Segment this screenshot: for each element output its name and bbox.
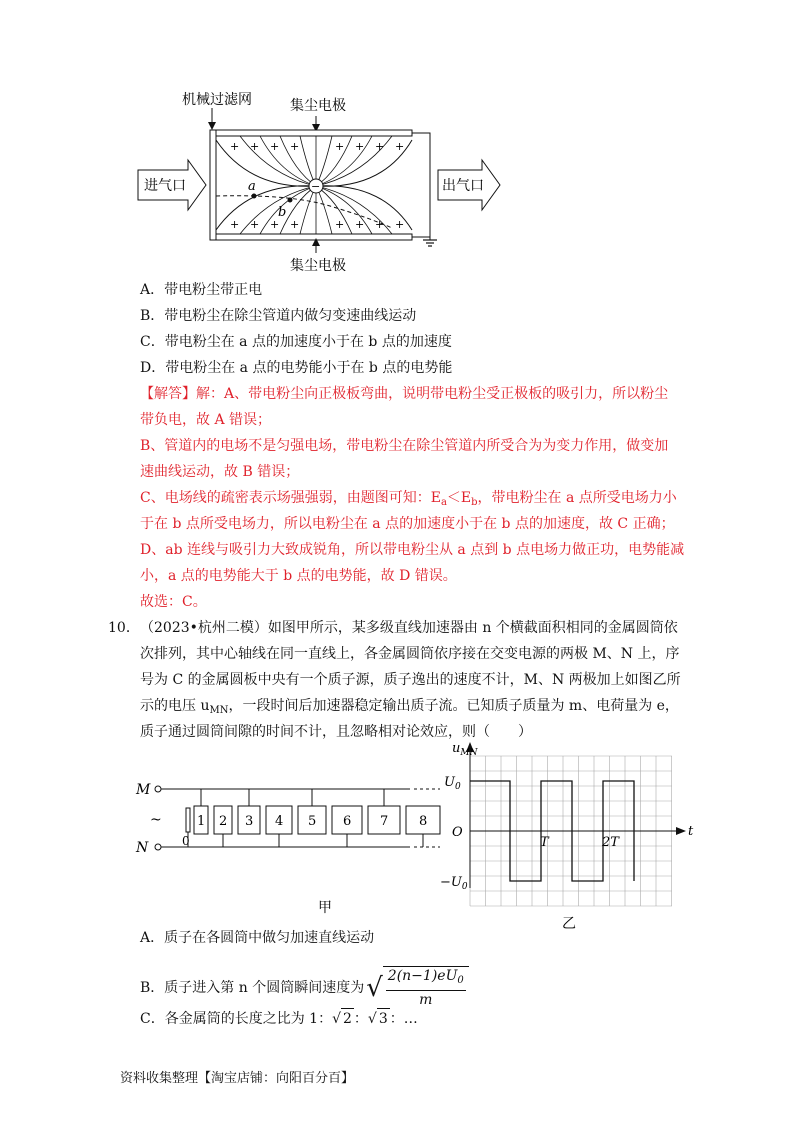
- point-a-label: a: [248, 179, 256, 194]
- tube-label: 6: [343, 814, 352, 829]
- accelerator-figure: [130, 770, 460, 920]
- q10-line-2: 次排列，其中心轴线在同一直线上，各金属圆筒依序接在交变电源的两极 M、N 上，序: [140, 646, 680, 662]
- inlet-label: 进气口: [144, 178, 186, 194]
- q9-answer-line-4: 速曲线运动，故 B 错误；: [140, 464, 300, 480]
- plus-sign: +: [335, 218, 345, 231]
- minus-sign: −: [311, 180, 321, 193]
- q10-line-5: 质子通过圆筒间隙的时间不计，且忽略相对论效应，则（ ）: [140, 724, 532, 740]
- tube-label: 2: [219, 814, 228, 829]
- plus-sign: +: [250, 218, 260, 231]
- fraction: $2(n-1)eU_0$ m: [383, 966, 469, 1009]
- label-zero: 0: [182, 834, 190, 848]
- filter-plate: [210, 130, 216, 240]
- plus-sign: +: [290, 218, 300, 231]
- q9-answer-line-6: 于在 b 点所受电场力，所以电粉尘在 a 点的加速度小于在 b 点的加速度，故 C 正确；: [140, 516, 675, 532]
- tick-T: T: [540, 835, 549, 850]
- u0-label: $U_0$: [444, 775, 461, 792]
- x-axis-label: t: [688, 824, 694, 839]
- q9-answer-line-2: 带负电，故 A 错误；: [140, 412, 272, 428]
- plus-sign: +: [290, 140, 300, 153]
- q9-option-d: D．带电粉尘在 a 点的电势能小于在 b 点的电势能: [140, 360, 453, 376]
- q10-option-a: A．质子在各圆筒中做匀加速直线运动: [140, 930, 375, 946]
- dust-collector-figure: [130, 90, 510, 275]
- plus-sign: +: [395, 218, 405, 231]
- q10-line-3: 号为 C 的金属圆板中央有一个质子源，质子逸出的速度不计，M、N 两极加上如图乙所: [140, 672, 681, 688]
- outlet-label: 出气口: [442, 178, 484, 194]
- point-a-dot: [252, 194, 257, 199]
- label-N: N: [136, 840, 149, 856]
- q9-answer-line-1: 【解答】解：A、带电粉尘向正极板弯曲，说明带电粉尘受正极板的吸引力，所以粉尘: [140, 386, 669, 402]
- q10-option-b: B．质子进入第 n 个圆筒瞬间速度为 √ $2(n-1)eU_0$ m: [140, 966, 469, 1009]
- caption-yi: 乙: [562, 916, 576, 932]
- plus-sign: +: [355, 218, 365, 231]
- point-b-label: b: [278, 205, 287, 220]
- plate-0: [186, 808, 190, 832]
- plus-sign: +: [355, 140, 365, 153]
- sqrt-icon: √: [332, 1011, 341, 1027]
- sqrt-icon: √: [367, 1011, 377, 1027]
- tick-2T: 2T: [602, 835, 619, 850]
- tube-label: 7: [380, 814, 389, 829]
- tube-label: 5: [308, 814, 317, 829]
- tube-label: 4: [275, 814, 284, 829]
- plus-sign: +: [230, 218, 240, 231]
- filter-label: 机械过滤网: [182, 92, 252, 108]
- q9-answer-line-5: C、电场线的疏密表示场强强弱，由题图可知：$E_a<E_b$，带电粉尘在 a 点所受电场力小: [140, 490, 677, 508]
- label-M: M: [136, 782, 151, 798]
- plus-sign: +: [230, 140, 240, 153]
- y-axis-label: $u_{MN}$: [452, 741, 478, 758]
- point-b-dot: [288, 198, 293, 203]
- caption-jia: 甲: [318, 900, 332, 916]
- q10-number: 10．: [108, 620, 140, 636]
- q9-option-b: B．带电粉尘在除尘管道内做匀变速曲线运动: [140, 308, 417, 324]
- top-electrode-label: 集尘电极: [290, 98, 346, 114]
- bottom-electrode-label: 集尘电极: [290, 258, 346, 274]
- plus-sign: +: [395, 140, 405, 153]
- q10-option-c: C．各金属筒的长度之比为 1：√ 2 ：√ 3 ：…: [140, 1008, 418, 1029]
- q9-answer-line-7: D、ab 连线与吸引力大致成锐角，所以带电粉尘从 a 点到 b 点电场力做正功，电势能减: [140, 542, 685, 558]
- q10-line-1: （2023•杭州二模）如图甲所示，某多级直线加速器由 n 个横截面积相同的金属圆筒依: [140, 620, 678, 636]
- q10-line-4: 示的电压 $u_{MN}$，一段时间后加速器稳定输出质子流。已知质子质量为 m、电荷量为 e，: [140, 698, 679, 716]
- q9-option-c: C．带电粉尘在 a 点的加速度小于在 b 点的加速度: [140, 334, 452, 350]
- q9-option-a: A．带电粉尘带正电: [140, 282, 263, 298]
- plus-sign: +: [270, 140, 280, 153]
- q9-answer-line-9: 故选：C。: [140, 594, 207, 610]
- plus-sign: +: [375, 218, 385, 231]
- footer-source: 资料收集整理【淘宝店铺：向阳百分百】: [120, 1071, 355, 1086]
- plus-sign: +: [250, 140, 260, 153]
- plus-sign: +: [375, 140, 385, 153]
- plus-sign: +: [270, 218, 280, 231]
- plus-sign: +: [335, 140, 345, 153]
- tube-label: 8: [419, 814, 428, 829]
- ac-source-icon: ~: [150, 812, 162, 828]
- q9-answer-line-3: B、管道内的电场不是匀强电场，带电粉尘在除尘管道内所受合为为变力作用，做变加: [140, 438, 669, 454]
- answer-tag: 【解答】: [140, 386, 196, 402]
- tube-label: 1: [197, 814, 206, 829]
- neg-u0-label: $-U_0$: [440, 875, 468, 892]
- bottom-electrode: [216, 234, 412, 240]
- q9-answer-line-8: 小，a 点的电势能大于 b 点的电势能，故 D 错误。: [140, 568, 457, 584]
- origin-label: O: [452, 825, 463, 840]
- top-electrode: [216, 130, 412, 136]
- voltage-graph: [440, 740, 700, 940]
- sqrt-icon: √: [366, 972, 383, 1003]
- tube-label: 3: [245, 814, 254, 829]
